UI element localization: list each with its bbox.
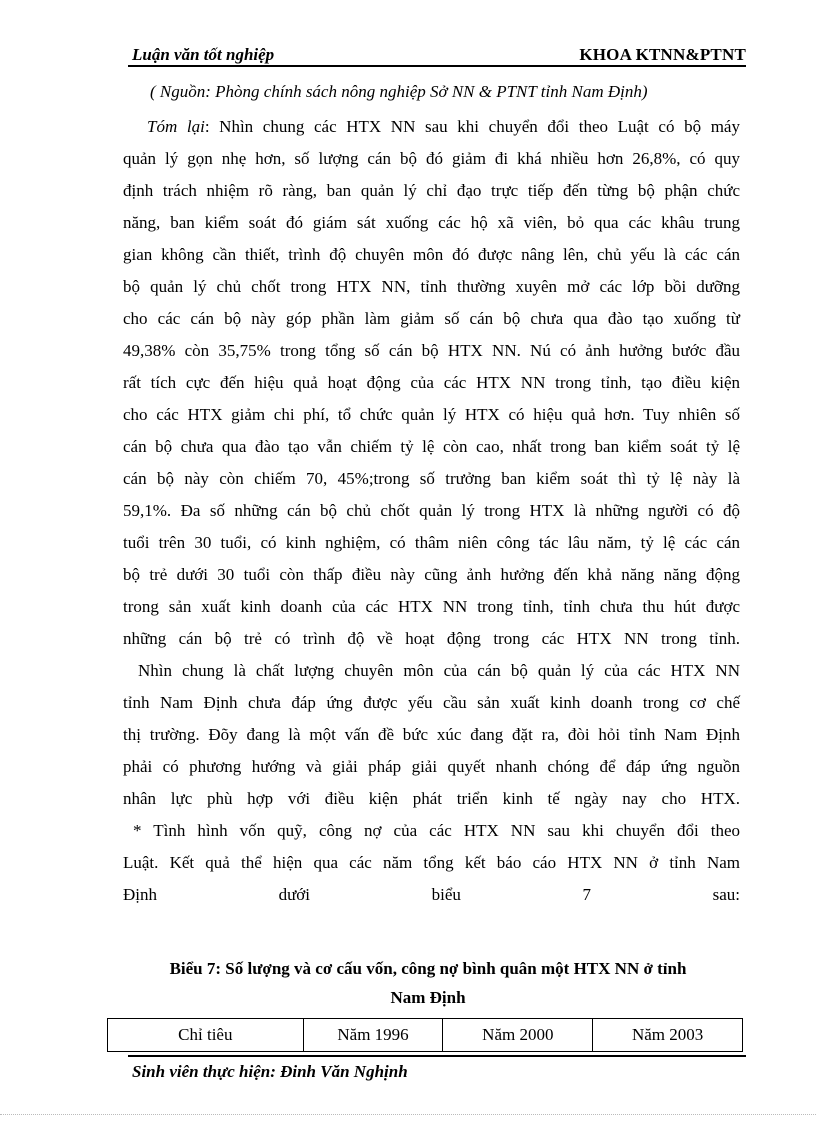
paragraph-line: * Tình hình vốn quỹ, công nợ của các HTX NN sau khi chuyển đổi theo [133,821,740,840]
paragraph-line: bộ quản lý chủ chốt trong HTX NN, tỉnh thường xuyên mở các lớp bồi dưỡng [123,277,740,296]
column-header-1996: Năm 1996 [303,1019,443,1052]
paragraph-line: Nhìn chung là chất lượng chuyên môn của cán bộ quản lý của các HTX NN [138,661,740,680]
header-faculty-label: KHOA KTNN&PTNT [579,45,746,64]
last-line-text [123,879,740,911]
column-header-indicator: Chỉ tiêu [108,1019,304,1052]
paragraph-line: định trách nhiệm rõ ràng, ban quản lý chỉ đạo trực tiếp đến từng bộ phận chức [123,181,740,200]
paragraph-line: những cán bộ trẻ có trình độ về hoạt động trong các HTX NN trong tỉnh. [123,629,740,648]
paragraph-line: phải có phương hướng và giải pháp giải quyết nhanh chóng để đáp ứng nguồn [123,757,740,776]
paragraph-line: cho các HTX giảm chi phí, tổ chức quản lý HTX có hiệu quả hơn. Tuy nhiên số [123,405,740,424]
paragraph-line: quản lý gọn nhẹ hơn, số lượng cán bộ đó giảm đi khá nhiều hơn 26,8%, có quy [123,149,740,168]
paragraph-line: rất tích cực đến hiệu quả hoạt động của các HTX NN trong tỉnh, tạo điều kiện [123,373,740,392]
paragraph-line: tuổi trên 30 tuổi, có kinh nghiệm, có thâm niên công tác lâu năm, tỷ lệ các cán [123,533,740,552]
paragraph-line: bộ trẻ dưới 30 tuổi còn thấp điều này cũng ảnh hưởng đến khả năng năng động [123,565,740,584]
paragraph-line: nhân lực phù hợp với điều kiện phát triển kinh tế ngày nay cho HTX. [123,789,740,808]
table-header-row [108,1019,743,1052]
last-line-word: 7 [582,885,591,904]
paragraph-line: cán bộ chưa qua đào tạo vẫn chiếm tỷ lệ còn cao, nhất trong ban kiểm soát tỷ lệ [123,437,740,456]
source-note: ( Nguồn: Phòng chính sách nông nghiệp Sở NN & PTNT tỉnh Nam Định) [150,82,648,101]
paragraph-line: Luật. Kết quả thể hiện qua các năm tổng kết báo cáo HTX NN ở tỉnh Nam [123,853,740,872]
paragraph-line: 59,1%. Đa số những cán bộ chủ chốt quản lý trong HTX là những người có độ [123,501,740,520]
lead-phrase: Tóm lại [147,117,205,136]
paragraph-line: 49,38% còn 35,75% trong tổng số cán bộ HTX NN. Nú có ảnh hưởng bước đầu [123,341,740,360]
last-line-word: Định [123,885,157,904]
paragraph-line: cho các cán bộ này góp phần làm giảm số cán bộ chưa qua đào tạo xuống từ [123,309,740,328]
page-divider [0,1114,816,1115]
table-title-line: Nam Định [390,988,466,1007]
page-header [128,43,746,67]
paragraph-line: tỉnh Nam Định chưa đáp ứng được yếu cầu sản xuất kinh doanh trong cơ chế [123,693,740,712]
paragraph-line: thị trường. Đõy đang là một vấn đề bức xúc đang đặt ra, đòi hỏi tỉnh Nam Định [123,725,740,744]
capital-structure-table [107,1018,743,1052]
last-line-word: sau: [712,885,740,904]
paragraph-line: năng, ban kiểm soát đó giám sát xuống các hộ xã viên, bỏ qua các khâu trung [123,213,740,232]
paragraph-summary [123,111,740,911]
paragraph-line [123,879,740,911]
column-header-2000: Năm 2000 [443,1019,593,1052]
paragraph-line: Tóm lại: Nhìn chung các HTX NN sau khi chuyển đổi theo Luật có bộ máy [147,117,740,136]
column-header-2003: Năm 2003 [593,1019,743,1052]
table-title-line: Biểu 7: Số lượng và cơ cấu vốn, công nợ bình quân một HTX NN ở tỉnh [169,959,687,978]
last-line-word: dưới [278,885,311,904]
table-title [108,954,748,1012]
paragraph-line: trong sản xuất kinh doanh của các HTX NN trong tỉnh, tỉnh chưa thu hút được [123,597,740,616]
last-line-word: biểu [431,885,461,904]
header-thesis-label: Luận văn tốt nghiệp [132,45,275,64]
paragraph-line: gian không cần thiết, trình độ chuyên môn đó được nâng lên, chủ yếu là các cán [123,245,740,264]
page-footer [128,1055,746,1081]
paragraph-line: cán bộ này còn chiếm 70, 45%;trong số trưởng ban kiểm soát thì tỷ lệ này là [123,469,740,488]
footer-author: Sinh viên thực hiện: Đinh Văn Nghịnh [132,1062,408,1081]
